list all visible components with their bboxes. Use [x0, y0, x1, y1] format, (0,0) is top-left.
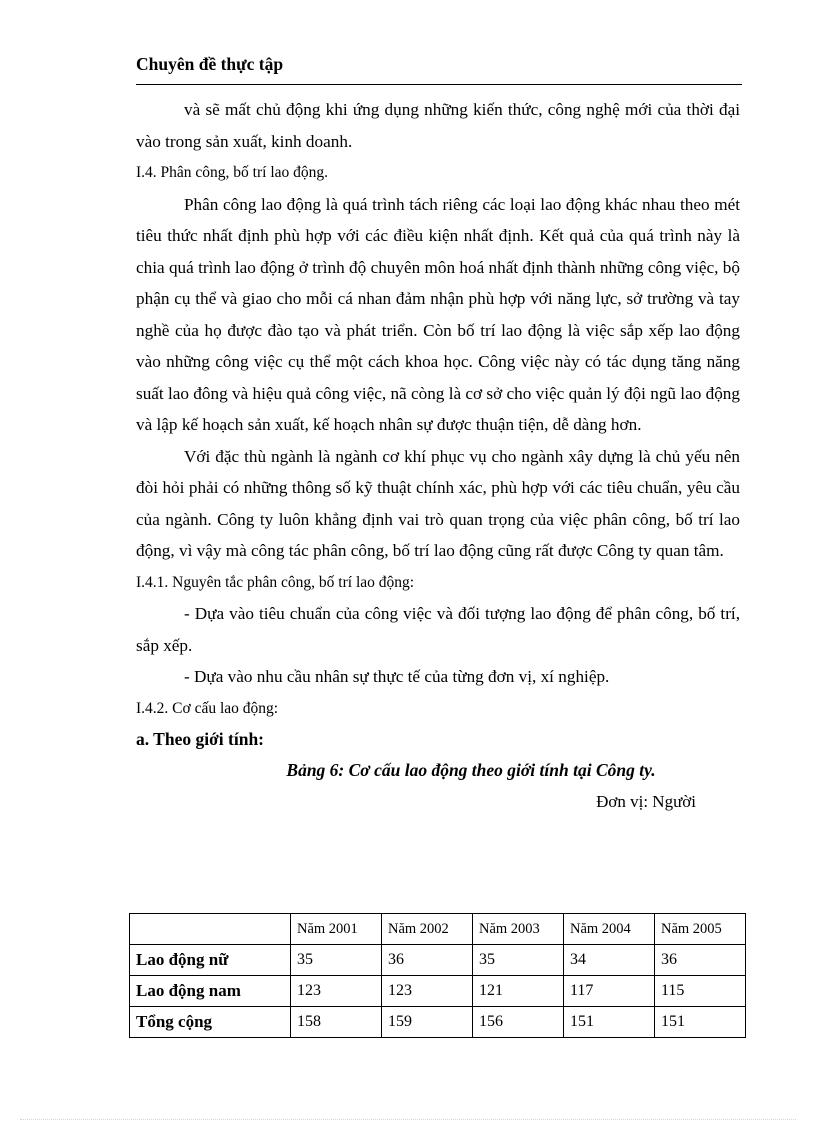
column-header: Năm 2004: [564, 914, 655, 945]
bullet-principle-1: - Dựa vào tiêu chuẩn của công việc và đối tượng lao động để phân công, bố trí, sắp xếp.: [136, 604, 740, 655]
table-cell: 117: [564, 976, 655, 1007]
table-unit-note: Đơn vị: Người: [596, 792, 696, 811]
table-cell: 159: [382, 1007, 473, 1038]
section-heading-i41: I.4.1. Nguyên tắc phân công, bố trí lao động:: [136, 573, 415, 591]
table-cell: 36: [655, 945, 746, 976]
column-header: Năm 2003: [473, 914, 564, 945]
table-cell: 35: [473, 945, 564, 976]
table-cell: 156: [473, 1007, 564, 1038]
section-heading-i4: I.4. Phân công, bố trí lao động.: [136, 164, 329, 181]
table-header-row: [130, 914, 746, 945]
bullet-principle-2: - Dựa vào nhu cầu nhân sự thực tế của từng đơn vị, xí nghiệp.: [184, 667, 610, 686]
labor-gender-table: [129, 913, 746, 1038]
header-divider: [136, 84, 742, 85]
table-cell: 34: [564, 945, 655, 976]
page-header-title: Chuyên đề thực tập: [136, 54, 284, 74]
table-cell: 121: [473, 976, 564, 1007]
paragraph-continuation: và sẽ mất chủ động khi ứng dụng những kiến thức, công nghệ mới của thời đại vào trong sản xuất, kinh doanh.: [136, 100, 740, 151]
row-label: Lao động nam: [130, 976, 291, 1007]
table-cell: 123: [291, 976, 382, 1007]
table-cell: 151: [564, 1007, 655, 1038]
column-header: Năm 2001: [291, 914, 382, 945]
section-heading-i42: I.4.2. Cơ cấu lao động:: [136, 699, 279, 717]
table-cell: 151: [655, 1007, 746, 1038]
page-bottom-border: [20, 1119, 796, 1120]
table-cell: 35: [291, 945, 382, 976]
row-label: Tổng cộng: [130, 1007, 291, 1038]
table-row: [130, 945, 746, 976]
table-cell: 158: [291, 1007, 382, 1038]
subheading-by-gender: a. Theo giới tính:: [136, 729, 265, 749]
table-cell: 115: [655, 976, 746, 1007]
table-cell: 36: [382, 945, 473, 976]
table-row: [130, 1007, 746, 1038]
column-header: Năm 2002: [382, 914, 473, 945]
column-header: Năm 2005: [655, 914, 746, 945]
paragraph-industry-specifics: Với đặc thù ngành là ngành cơ khí phục vụ cho ngành xây dựng là chủ yếu nên đòi hỏi phải có những thông số kỹ thuật chính xác, phù hợp với các tiêu chuẩn, yêu cầu của ngành. Công ty luôn khẳng định vai trò quan trọng của việc phân công, bố trí lao động, vì vậy mà công tác phân công, bố trí lao động cũng rất được Công ty quan tâm.: [136, 446, 740, 560]
table-row: [130, 976, 746, 1007]
document-body: [136, 94, 740, 818]
table-corner-cell: [130, 914, 291, 945]
table-cell: 123: [382, 976, 473, 1007]
table-caption: Bảng 6: Cơ cấu lao động theo giới tính tại Công ty.: [286, 760, 656, 780]
row-label: Lao động nữ: [130, 945, 291, 976]
paragraph-labor-division: Phân công lao động là quá trình tách riêng các loại lao động khác nhau theo mét tiêu thức nhất định phù hợp với các điều kiện nhất định. Kết quả của quá trình này là chia quá trình lao động ở trình độ chuyên môn hoá nhất định thành những công việc, bộ phận cụ thể và giao cho mỗi cá nhan đảm nhận phù hợp với năng lực, sở trường và tay nghề của họ được đào tạo và phát triển. Còn bố trí lao động là việc sắp xếp lao động vào những công việc cụ thể một cách khoa học. Công việc này có tác dụng tăng năng suất lao đông và hiệu quả công việc, nã còng là cơ sở cho việc quản lý đội ngũ lao động và lập kế hoạch sản xuất, kế hoạch nhân sự được thuận tiện, dễ dàng hơn.: [136, 194, 740, 434]
